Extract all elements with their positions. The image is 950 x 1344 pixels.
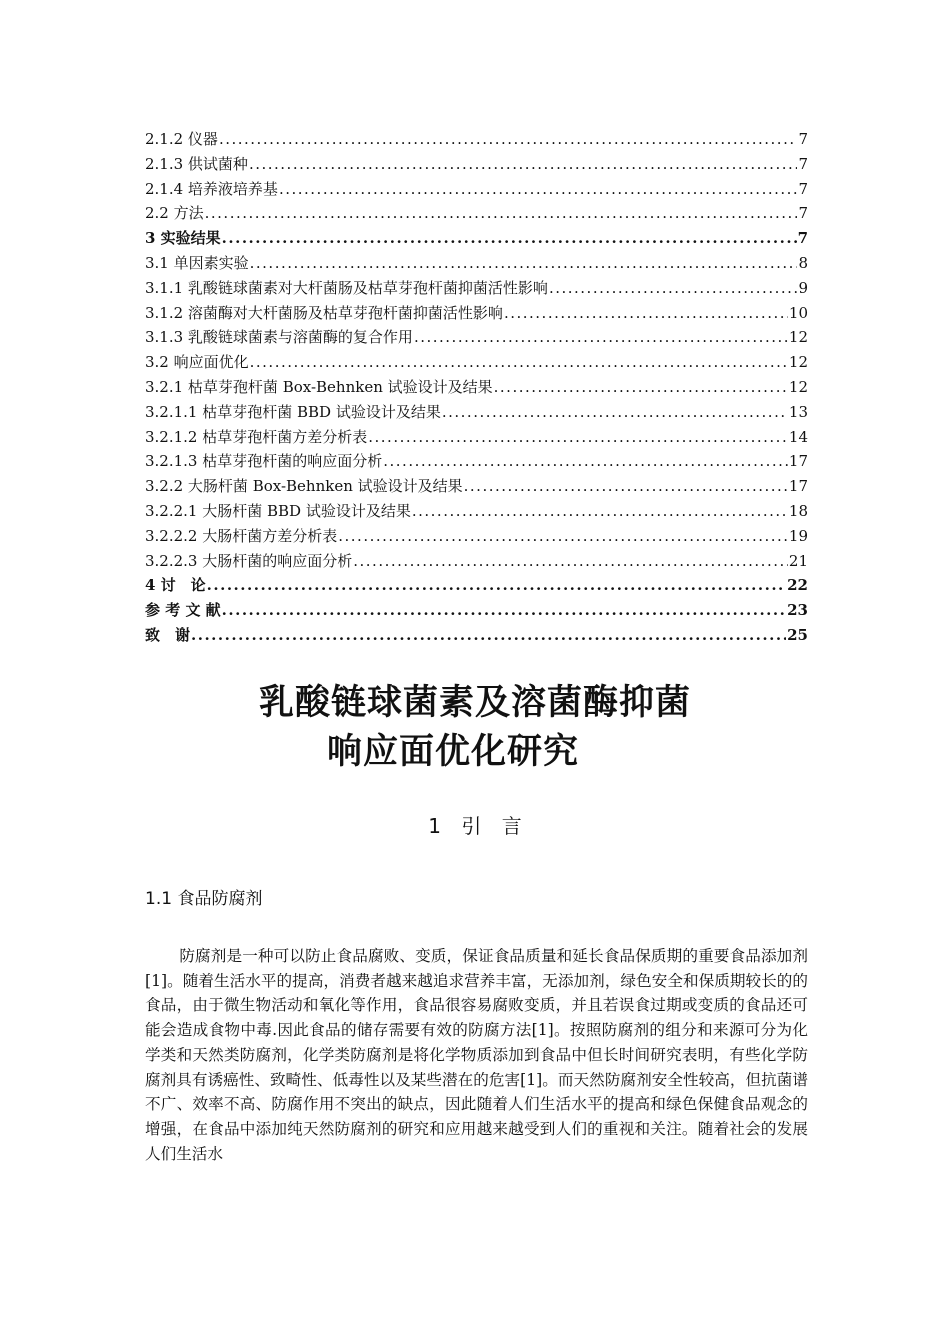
toc-entry-page-number: 7	[797, 229, 808, 248]
toc-entry-title: 2.1.3 供试菌种	[145, 154, 248, 173]
toc-entry[interactable]	[145, 474, 808, 499]
toc-entry-page-number: 10	[788, 303, 808, 322]
toc-entry[interactable]	[145, 400, 808, 425]
toc-entry-title: 3.1 单因素实验	[145, 253, 249, 272]
toc-dot-leader	[207, 573, 786, 598]
toc-entry[interactable]	[145, 350, 808, 375]
toc-entry[interactable]	[145, 598, 808, 623]
toc-dot-leader	[494, 375, 788, 400]
toc-entry-page-number: 18	[788, 501, 808, 520]
toc-entry-page-number: 14	[788, 427, 808, 446]
toc-dot-leader	[338, 524, 788, 549]
toc-dot-leader	[219, 127, 798, 152]
toc-dot-leader	[383, 449, 788, 474]
toc-entry-title: 3.2.1 枯草芽孢杆菌 Box-Behnken 试验设计及结果	[145, 377, 493, 396]
toc-entry-page-number: 8	[798, 253, 808, 272]
toc-entry-page-number: 7	[798, 154, 808, 173]
toc-entry-page-number: 12	[788, 377, 808, 396]
toc-entry[interactable]	[145, 524, 808, 549]
toc-dot-leader	[464, 474, 788, 499]
toc-dot-leader	[414, 325, 788, 350]
toc-dot-leader	[368, 425, 788, 450]
subsection-heading-food-preservatives: 1.1 食品防腐剂	[145, 889, 263, 909]
toc-dot-leader	[549, 276, 798, 301]
document-title-line-2: 响应面优化研究	[326, 732, 579, 772]
toc-entry[interactable]	[145, 201, 808, 226]
table-of-contents	[145, 127, 808, 648]
toc-entry-title: 3 实验结果	[145, 229, 221, 248]
toc-dot-leader	[353, 549, 788, 574]
toc-dot-leader	[249, 152, 798, 177]
toc-entry-page-number: 7	[798, 179, 808, 198]
toc-entry-page-number: 9	[798, 278, 808, 297]
document-title-line-1: 乳酸链球菌素及溶菌酶抑菌	[258, 683, 691, 723]
toc-entry-title: 2.2 方法	[145, 204, 204, 223]
toc-entry-title: 参 考 文 献	[145, 601, 221, 620]
toc-entry-page-number: 22	[787, 576, 808, 595]
toc-entry[interactable]	[145, 301, 808, 326]
toc-entry-title: 3.2.1.3 枯草芽孢杆菌的响应面分析	[145, 452, 383, 471]
toc-entry-title: 2.1.2 仪器	[145, 130, 218, 148]
toc-dot-leader	[191, 623, 786, 648]
toc-entry-page-number: 17	[788, 452, 808, 471]
toc-dot-leader	[504, 301, 788, 326]
toc-entry-title: 3.2.2 大肠杆菌 Box-Behnken 试验设计及结果	[145, 477, 463, 496]
toc-entry[interactable]	[145, 152, 808, 177]
toc-entry-page-number: 7	[798, 204, 808, 223]
toc-entry[interactable]	[145, 177, 808, 202]
toc-dot-leader	[205, 201, 798, 226]
section-heading-introduction: 1 引 言	[428, 814, 522, 838]
toc-entry-title: 3.2.1.1 枯草芽孢杆菌 BBD 试验设计及结果	[145, 402, 441, 421]
toc-entry-page-number: 12	[788, 328, 808, 347]
toc-dot-leader	[279, 177, 798, 202]
toc-entry-title: 3.1.1 乳酸链球菌素对大杆菌肠及枯草芽孢杆菌抑菌活性影响	[145, 278, 548, 297]
toc-entry-title: 3.1.2 溶菌酶对大杆菌肠及枯草芽孢杆菌抑菌活性影响	[145, 303, 503, 322]
toc-entry[interactable]	[145, 449, 808, 474]
toc-entry[interactable]	[145, 425, 808, 450]
toc-entry-title: 3.1.3 乳酸链球菌素与溶菌酶的复合作用	[145, 328, 413, 347]
toc-entry-page-number: 17	[788, 477, 808, 496]
toc-dot-leader	[412, 499, 788, 524]
toc-entry[interactable]	[145, 325, 808, 350]
toc-entry[interactable]	[145, 573, 808, 598]
toc-entry[interactable]	[145, 251, 808, 276]
toc-dot-leader	[250, 251, 798, 276]
toc-entry-page-number: 23	[787, 601, 808, 620]
toc-dot-leader	[442, 400, 788, 425]
toc-entry-title: 4 讨 论	[145, 576, 206, 595]
toc-entry[interactable]	[145, 276, 808, 301]
toc-entry-page-number: 13	[788, 402, 808, 421]
toc-entry-page-number: 21	[788, 551, 808, 570]
toc-dot-leader	[222, 598, 786, 623]
toc-entry[interactable]	[145, 623, 808, 648]
toc-entry[interactable]	[145, 375, 808, 400]
toc-entry-title: 3.2.2.1 大肠杆菌 BBD 试验设计及结果	[145, 501, 411, 520]
toc-dot-leader	[222, 226, 797, 251]
toc-entry-title: 致 谢	[145, 625, 191, 644]
toc-entry-title: 3.2.2.2 大肠杆菌方差分析表	[145, 526, 338, 545]
toc-entry-page-number: 25	[787, 625, 808, 644]
body-paragraph: 防腐剂是一种可以防止食品腐败、变质，保证食品质量和延长食品保质期的重要食品添加剂[1]。随着生活水平的提高，消费者越来越追求营养丰富，无添加剂，绿色安全和保质期较长的的食品，由于微生物活动和氧化等作用，食品很容易腐败变质，并且若误食过期或变质的食品还可能会造成食物中毒.因此食品的储存需要有效的防腐方法[1]。按照防腐剂的组分和来源可分为化学类和天然类防腐剂，化学类防腐剂是将化学物质添加到食品中但长时间研究表明，有些化学防腐剂具有诱癌性、致畸性、低毒性以及某些潜在的危害[1]。而天然防腐剂安全性较高，但抗菌谱不广、效率不高、防腐作用不突出的缺点，因此随着人们生活水平的提高和绿色保健食品观念的增强，在食品中添加纯天然防腐剂的研究和应用越来越受到人们的重视和关注。随着社会的发展人们生活水	[145, 947, 808, 1163]
toc-entry[interactable]	[145, 226, 808, 251]
toc-entry-page-number: 19	[788, 526, 808, 545]
toc-entry[interactable]	[145, 127, 808, 152]
toc-entry-title: 3.2.1.2 枯草芽孢杆菌方差分析表	[145, 427, 368, 446]
toc-entry-title: 3.2.2.3 大肠杆菌的响应面分析	[145, 551, 353, 570]
toc-entry-page-number: 7	[798, 130, 808, 148]
toc-entry[interactable]	[145, 549, 808, 574]
toc-entry-page-number: 12	[788, 353, 808, 372]
toc-entry-title: 3.2 响应面优化	[145, 353, 249, 372]
toc-dot-leader	[250, 350, 788, 375]
toc-entry[interactable]	[145, 499, 808, 524]
toc-entry-title: 2.1.4 培养液培养基	[145, 179, 278, 198]
